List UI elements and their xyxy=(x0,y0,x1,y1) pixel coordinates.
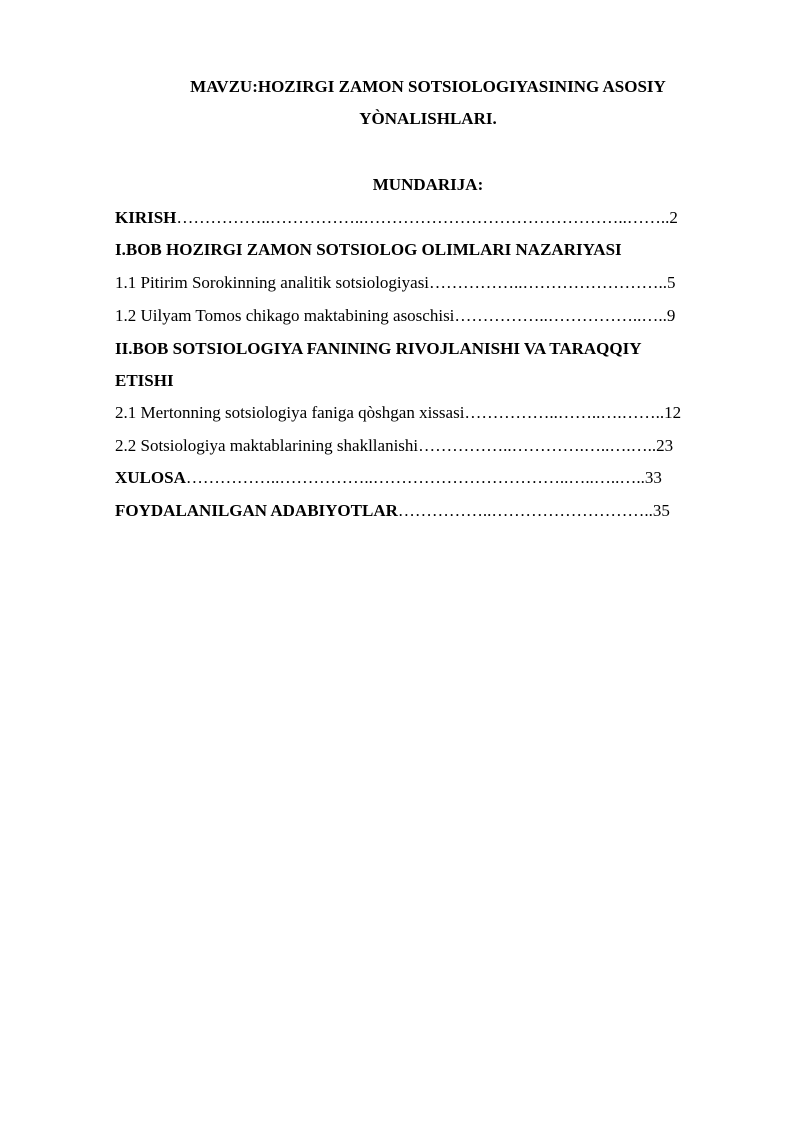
toc-entry-leader: ……………..……………..……………………………..…..…..…..33 xyxy=(185,468,662,487)
toc-entry-title: 1.2 Uilyam Tomos chikago maktabining asoschisi xyxy=(115,306,455,325)
toc-chapter-2-heading-continued: ETISHI xyxy=(115,371,174,390)
toc-entry-leader: ……………..……………..…..9 xyxy=(454,306,676,325)
toc-entry-title: 2.1 Mertonning sotsiologiya faniga qòshgan xissasi xyxy=(115,403,465,422)
contents-heading: MUNDARIJA: xyxy=(372,175,484,194)
toc-entry-conclusion xyxy=(115,467,662,489)
toc-entry-title: FOYDALANILGAN ADABIYOTLAR xyxy=(115,501,398,520)
toc-entry-title: 1.1 Pitirim Sorokinning analitik sotsiologiyasi xyxy=(115,273,430,292)
toc-entry-title: XULOSA xyxy=(115,468,186,487)
toc-entry-1-1 xyxy=(115,272,676,294)
toc-entry-leader: ……………..………….…..….…..23 xyxy=(418,436,674,455)
toc-chapter-2-heading: II.BOB SOTSIOLOGIYA FANINING RIVOJLANISHI VA TARAQQIY xyxy=(115,339,642,358)
toc-chapter-1-heading: I.BOB HOZIRGI ZAMON SOTSIOLOG OLIMLARI NAZARIYASI xyxy=(115,240,622,259)
toc-entry-1-2 xyxy=(115,305,675,327)
toc-entry-leader: ……………..……………………..5 xyxy=(429,273,676,292)
toc-entry-leader: ……………..……..….……..12 xyxy=(464,403,682,422)
toc-entry-title: KIRISH xyxy=(115,208,177,227)
toc-entry-2-1 xyxy=(115,402,681,424)
toc-entry-leader: ……………..……………..………………………………………..……..2 xyxy=(176,208,678,227)
toc-entry-leader: ……………..………………………..35 xyxy=(397,501,670,520)
toc-entry-title: 2.2 Sotsiologiya maktablarining shakllanishi xyxy=(115,436,419,455)
toc-entry-introduction xyxy=(115,207,678,229)
toc-entry-2-2 xyxy=(115,435,673,457)
toc-entry-references xyxy=(115,500,670,522)
document-title-line-2: YÒNALISHLARI. xyxy=(359,109,497,128)
document-title-line-1: MAVZU:HOZIRGI ZAMON SOTSIOLOGIYASINING ASOSIY xyxy=(190,77,666,96)
